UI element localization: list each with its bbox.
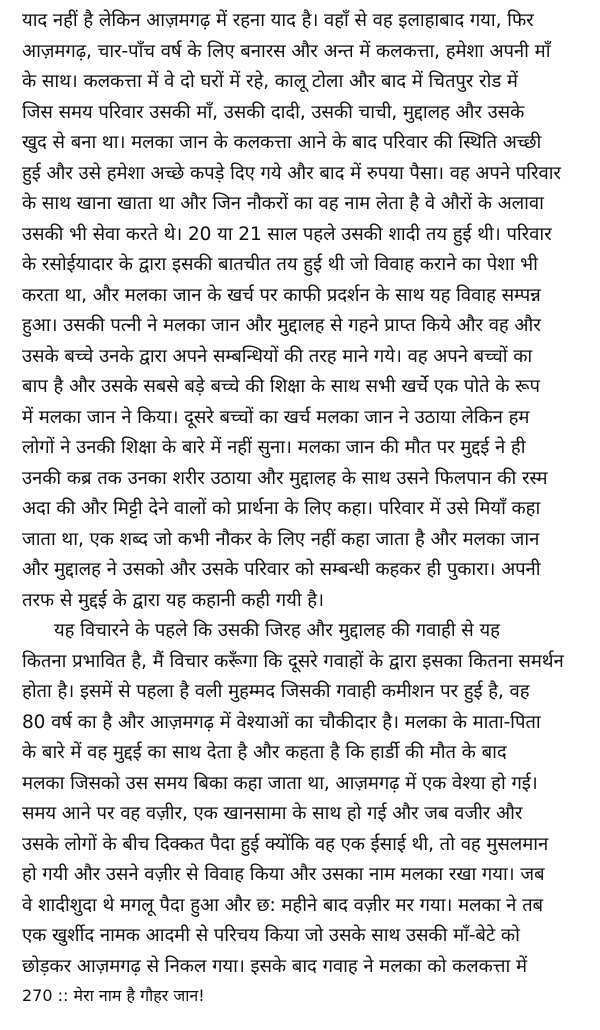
text-line: खुद से बना था। मलका जान के कलकत्ता आने के बाद परिवार की स्थिति अच्छी (22, 132, 542, 153)
text-line: छोड़कर आज़मगढ़ से निकल गया। इसके बाद गवाह ने मलका को कलकत्ता में (22, 955, 527, 977)
text-line: उसके लोगों के बीच दिक्कत पैदा हुई क्योंकि वह एक ईसाई थी, तो वह मुसलमान (22, 833, 549, 855)
text-line: तरफ से मुद्दई के द्वारा यह कहानी कही गयी है। (22, 589, 324, 611)
footer-separator: :: (57, 986, 69, 1005)
text-line: 80 वर्ष का है और आज़मगढ़ में वेश्याओं का चौकीदार है। मलका के माता-पिता (22, 711, 541, 733)
text-line: वे शादीशुदा थे मगलू पैदा हुआ और छ: महीने बाद वज़ीर मर गया। मलका ने तब (22, 894, 544, 916)
text-line: और मुद्दालह ने उसको और उसके परिवार को सम्बन्धी कहकर ही पुकारा। अपनी (22, 559, 541, 580)
paragraph-1 (22, 6, 578, 616)
text-line: आज़मगढ़, चार-पाँच वर्ष के लिए बनारस और अन्त में कलकत्ता, हमेशा अपनी माँ (22, 40, 551, 62)
text-line: में मलका जान ने किया। दूसरे बच्चों का खर्च मलका जान ने उठाया लेकिन हम (22, 406, 530, 428)
text-line: उनकी कब्र तक उनका शरीर उठाया और मुद्दालह के साथ उसने फिलपान की रस्म (22, 467, 548, 489)
page-number: 270 (22, 986, 53, 1005)
book-title: मेरा नाम है गौहर जान! (73, 986, 205, 1005)
text-line: अदा की और मिट्टी देने वालों को प्रार्थना के लिए कहा। परिवार में उसे मियाँ कहा (22, 498, 541, 519)
text-line: समय आने पर वह वज़ीर, एक खानसामा के साथ हो गई और जब वजीर और (22, 803, 523, 824)
page-footer (22, 985, 205, 1007)
text-line: याद नहीं है लेकिन आज़मगढ़ में रहना याद है। वहाँ से वह इलाहाबाद गया, फिर (22, 10, 534, 31)
text-line: लोगों ने उनकी शिक्षा के बारे में नहीं सुना। मलका जान की मौत पर मुद्दई ने ही (22, 437, 526, 458)
text-line: के रसोईयादार के द्वारा इसकी बातचीत तय हुई थी जो विवाह कराने का पेशा भी (22, 254, 538, 275)
text-line: उसकी भी सेवा करते थे। 20 या 21 साल पहले उसकी शादी तय हुई थी। परिवार (22, 223, 552, 245)
text-line: मलका जिसको उस समय बिका कहा जाता था, आज़मगढ़ में एक वेश्या हो गई। (22, 772, 538, 794)
text-line: कितना प्रभावित है, मैं विचार करूँगा कि दूसरे गवाहों के द्वारा इसका कितना समर्थन (22, 650, 564, 672)
page-body-text (22, 6, 578, 982)
text-line: हुआ। उसकी पत्नी ने मलका जान और मुद्दालह से गहने प्राप्त किये और वह और (22, 315, 541, 336)
text-line: एक खुर्शीद नामक आदमी से परिचय किया जो उसके साथ उसकी माँ-बेटे को (22, 925, 520, 946)
text-line: उसके बच्चे उनके द्वारा अपने सम्बन्धियों की तरह माने गये। वह अपने बच्चों का (22, 345, 533, 367)
text-line: होता है। इसमें से पहला है वली मुहम्मद जिसकी गवाही कमीशन पर हुई है, वह (22, 681, 530, 702)
text-line: के साथ। कलकत्ता में वे दो घरों में रहे, कालू टोला और बाद में चितपुर रोड में (22, 71, 518, 92)
text-line: जाता था, एक शब्द जो कभी नौकर के लिए नहीं कहा जाता है और मलका जान (22, 528, 540, 550)
text-line: हुई और उसे हमेशा अच्छे कपड़े दिए गये और बाद में रुपया पैसा। वह अपने परिवार (22, 162, 561, 184)
text-line: के बारे में वह मुद्दई का साथ देता है और कहता है कि हार्डी की मौत के बाद (22, 742, 507, 763)
paragraph-2 (22, 616, 578, 982)
text-line: के साथ खाना खाता था और जिन नौकरों का वह नाम लेता है वे औरों के अलावा (22, 193, 544, 214)
text-line: हो गयी और उसने वज़ीर से विवाह किया और उसका नाम मलका रखा गया। जब (22, 864, 545, 885)
text-line: बाप है और उसके सबसे बड़े बच्चे की शिक्षा के साथ सभी खर्चे एक पोते के रूप (22, 376, 540, 397)
text-line: यह विचारने के पहले कि उसकी जिरह और मुद्दालह की गवाही से यह (54, 620, 500, 641)
text-line: करता था, और मलका जान के खर्च पर काफी प्रदर्शन के साथ यह विवाह सम्पन्न (22, 284, 541, 306)
text-line: जिस समय परिवार उसकी माँ, उसकी दादी, उसकी चाची, मुद्दालह और उसके (22, 101, 525, 123)
